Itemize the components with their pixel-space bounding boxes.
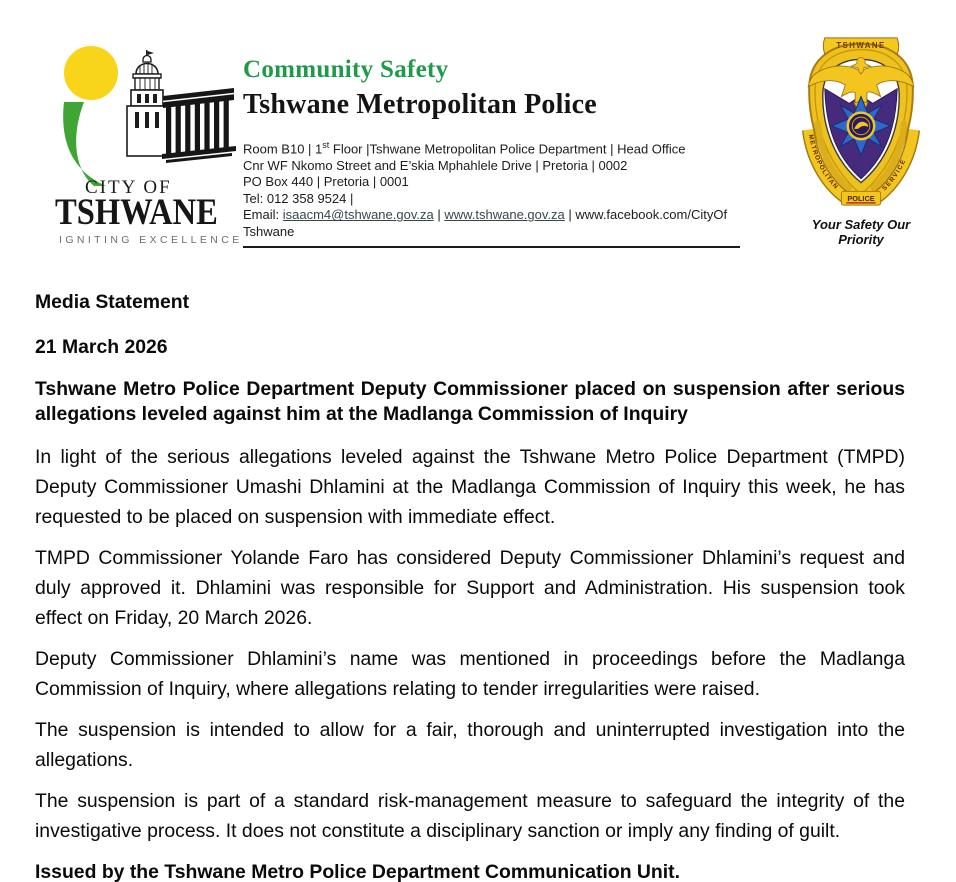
email-link[interactable]: isaacm4@tshwane.gov.za bbox=[282, 207, 434, 223]
doc-date: 21 March 2026 bbox=[35, 336, 168, 358]
badge-top-banner-text: TSHWANE bbox=[836, 41, 886, 51]
sun-icon bbox=[64, 46, 118, 100]
paragraph-4: The suspension is intended to allow for a fair, thorough and uninterrupted investigation into the allegations. bbox=[35, 719, 905, 771]
doc-type-label: Media Statement bbox=[35, 291, 190, 313]
address-line-3: PO Box 440 | Pretoria | 0001 bbox=[243, 174, 409, 190]
building-icon bbox=[127, 50, 236, 163]
star-icon bbox=[832, 97, 891, 156]
paragraph-3: Deputy Commissioner Dhlamini’s name was mentioned in proceedings before the Madlanga Commission of Inquiry, where allegations relating to tender irregularities were raised. bbox=[35, 648, 905, 700]
statement-body bbox=[35, 262, 905, 882]
badge-motto: Your Safety Our Priority bbox=[811, 217, 911, 247]
badge-left-banner-text: METROPOLITAN bbox=[806, 133, 840, 192]
issued-by: Issued by the Tshwane Metro Police Department Communication Unit. bbox=[35, 861, 681, 882]
email-line: Email: isaacm4@tshwane.gov.za | www.tshwane.gov.za | www.facebook.com/CityOf Tshwane bbox=[243, 207, 728, 239]
logo-city-of-text: CITY OF bbox=[85, 177, 172, 198]
address-line-2: Cnr WF Nkomo Street and E’skia Mphahlele Drive | Pretoria | 0002 bbox=[243, 157, 628, 173]
logo-tagline-text: IGNITING EXCELLENCE bbox=[59, 234, 243, 246]
paragraph-5: The suspension is part of a standard risk-management measure to safeguard the integrity of the investigative process. It does not constitute a disciplinary sanction or imply any finding of guilt. bbox=[35, 790, 905, 842]
headline: Tshwane Metro Police Department Deputy Commissioner placed on suspension after serious allegations leveled against him at the Madlanga Commission of Inquiry bbox=[35, 378, 905, 425]
telephone-line: Tel: 012 358 9524 | bbox=[243, 190, 354, 206]
tmpd-badge bbox=[790, 34, 932, 247]
letterhead bbox=[0, 0, 956, 262]
letterhead-center bbox=[243, 55, 740, 248]
contact-block bbox=[243, 137, 740, 248]
address-line-1: Room B10 | 1st Floor |Tshwane Metropolitan Police Department | Head Office bbox=[243, 140, 686, 157]
facebook-text: www.facebook.com/CityOf Tshwane bbox=[243, 207, 728, 239]
website-link[interactable]: www.tshwane.gov.za bbox=[444, 207, 565, 223]
paragraph-1: In light of the serious allegations leveled against the Tshwane Metro Police Department (TMPD) Deputy Commissioner Umashi Dhlamini at the Madlanga Commission of Inquiry this week, he has requested to be placed on suspension with immediate effect. bbox=[35, 446, 905, 528]
tmpd-badge-graphic bbox=[791, 34, 931, 210]
badge-bottom-banner-text: POLICE bbox=[847, 194, 875, 204]
logo-tshwane-text: TSHWANE bbox=[55, 192, 218, 233]
paragraph-2: TMPD Commissioner Yolande Faro has considered Deputy Commissioner Dhlamini’s request and duly approved it. Dhlamini was responsible for Support and Administration. His suspension took effect on Friday, 20 March 2026. bbox=[35, 547, 905, 629]
city-of-tshwane-logo bbox=[38, 36, 243, 248]
tshwane-logo-graphic bbox=[38, 36, 238, 186]
badge-right-banner-text: SERVICE bbox=[881, 157, 908, 193]
email-label: Email: bbox=[243, 207, 283, 223]
department-title: Tshwane Metropolitan Police bbox=[243, 89, 597, 120]
superscript-st: st bbox=[322, 140, 330, 150]
division-title: Community Safety bbox=[243, 56, 449, 83]
